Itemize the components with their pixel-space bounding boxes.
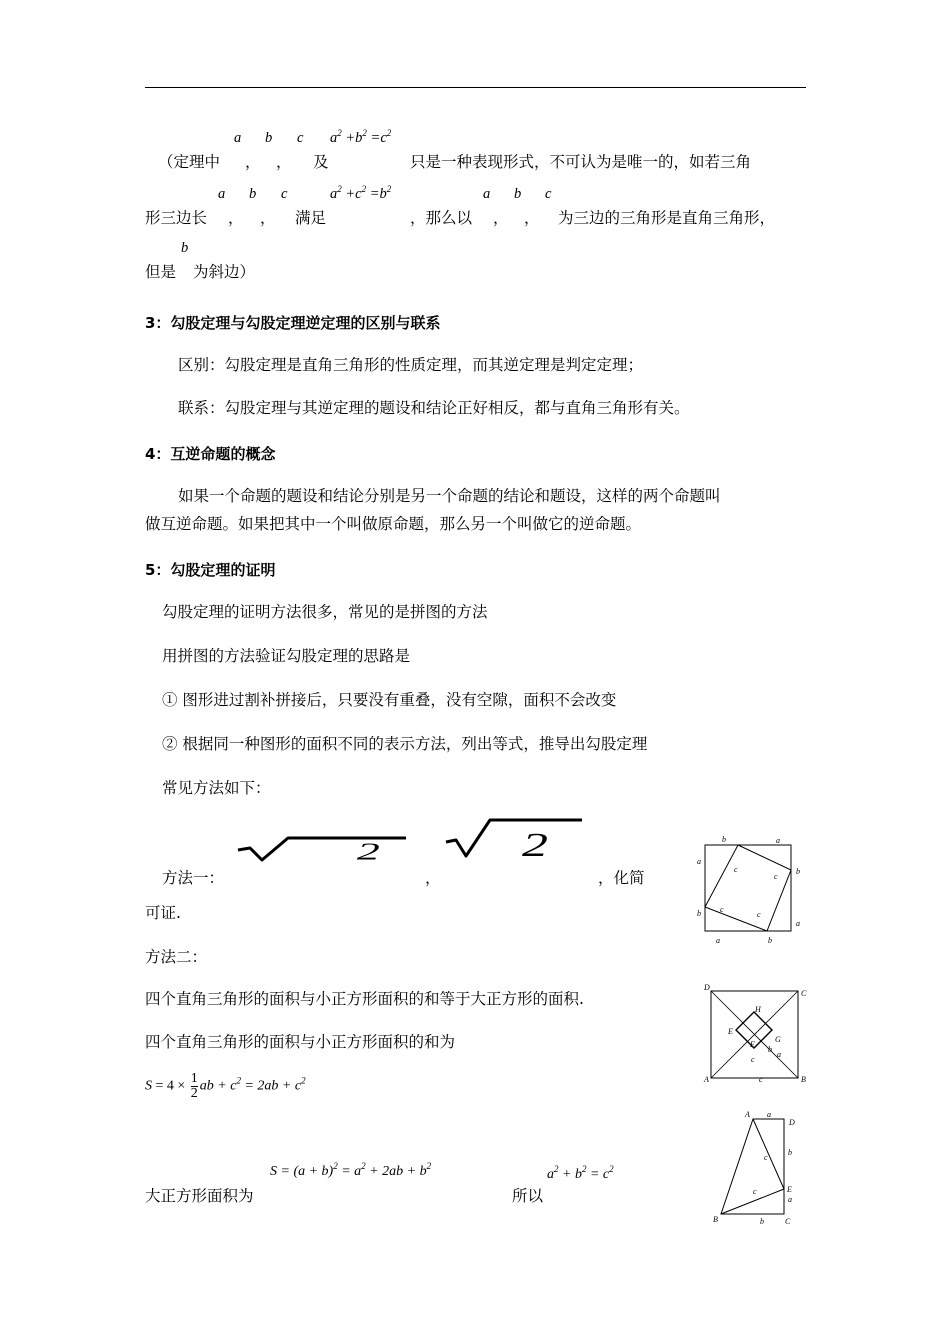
svg-text:C: C <box>785 1217 791 1226</box>
svg-text:c: c <box>753 1187 757 1196</box>
note-line2-sep2: ， <box>260 209 276 227</box>
svg-text:b: b <box>796 867 800 876</box>
formula-big-square: $S = (a + b)^2 = a^2 + 2ab + b^2$ <box>270 1161 432 1179</box>
svg-text:D: D <box>704 983 710 992</box>
math-b-2: b <box>249 186 257 202</box>
svg-text:c: c <box>774 872 778 881</box>
svg-text:F: F <box>750 1040 755 1049</box>
svg-text:a: a <box>788 1195 792 1204</box>
note-line2-sep1: ， <box>228 209 244 227</box>
svg-text:b: b <box>760 1217 764 1226</box>
note-line3-prefix: 但是 <box>145 263 177 281</box>
svg-text:b: b <box>768 1045 772 1054</box>
svg-text:c: c <box>764 1153 768 1162</box>
svg-text:B: B <box>801 1075 806 1084</box>
svg-text:a: a <box>776 836 780 845</box>
figure-3-trapezoid-proof <box>708 1104 812 1228</box>
note-line1-rest: 只是一种表现形式，不可认为是唯一的，如若三角 <box>410 153 752 171</box>
section-3-connection: 联系：勾股定理与其逆定理的题设和结论正好相反，都与直角三角形有关。 <box>178 399 690 417</box>
section-3-difference: 区别：勾股定理是直角三角形的性质定理，而其逆定理是判定定理； <box>178 356 644 374</box>
method-2-paragraph-1: 四个直角三角形的面积与小正方形面积的和等于大正方形的面积. <box>145 990 584 1008</box>
note-line1-sep1: ， <box>245 153 261 171</box>
method-2-label: 方法二： <box>145 948 208 966</box>
section-5-paragraph-3: 常见方法如下： <box>162 779 271 797</box>
formula-small-square: S = 4 × $\frac{1}{2}$ ab + $c^2 = 2ab + c^2$ <box>145 1071 306 1101</box>
svg-text:a: a <box>716 936 720 945</box>
math-c-3: c <box>545 186 552 202</box>
svg-text:a: a <box>777 1050 781 1059</box>
svg-text:C: C <box>801 989 807 998</box>
math-a-2: a <box>218 186 226 202</box>
sqrt-2-large <box>444 816 586 860</box>
svg-text:c: c <box>759 1075 763 1084</box>
section-4-title: 4：互逆命题的概念 <box>145 445 276 463</box>
note-line2-rest: 为三边的三角形是直角三角形， <box>558 209 776 227</box>
note-line2-then: ，那么以 <box>410 209 473 227</box>
svg-text:a: a <box>767 1110 771 1119</box>
math-b-3: b <box>514 186 522 202</box>
svg-text:b: b <box>697 909 701 918</box>
svg-text:b: b <box>768 936 772 945</box>
note-line2-satisfy: 满足 <box>295 209 327 227</box>
svg-text:c: c <box>720 905 724 914</box>
note-line2-sep3: ， <box>493 209 509 227</box>
method-1-tail: ，化简 <box>598 869 645 887</box>
svg-text:a: a <box>697 857 701 866</box>
math-b-4: b <box>181 240 189 256</box>
section-5-paragraph-1: 勾股定理的证明方法很多，常见的是拼图的方法 <box>162 603 488 621</box>
svg-text:b: b <box>788 1148 792 1157</box>
note-line1-and: 及 <box>313 153 329 171</box>
header-rule <box>145 87 806 88</box>
svg-text:D: D <box>789 1118 795 1127</box>
note-line3-rest: 为斜边） <box>193 263 256 281</box>
math-c-2: c <box>281 186 288 202</box>
svg-text:B: B <box>713 1215 718 1224</box>
note-line2-prefix: 形三边长 <box>145 209 208 227</box>
section-5-paragraph-2: 用拼图的方法验证勾股定理的思路是 <box>162 647 411 665</box>
note-line2-sep4: ， <box>524 209 540 227</box>
section-5-title: 5：勾股定理的证明 <box>145 561 276 579</box>
method-1-line2: 可证. <box>145 904 181 922</box>
svg-text:E: E <box>728 1027 733 1036</box>
figure-2-inner-square-proof <box>700 982 812 1086</box>
math-c: c <box>297 130 304 146</box>
math-a: a <box>234 130 242 146</box>
svg-text:G: G <box>775 1035 781 1044</box>
math-b: b <box>265 130 273 146</box>
section-5-item-1: ① 图形进过割补拼接后，只要没有重叠，没有空隙，面积不会改变 <box>162 691 617 709</box>
eq-converse: $a^2 +c^2 =b^2$ <box>330 184 392 202</box>
svg-text:A: A <box>745 1110 750 1119</box>
svg-text:b: b <box>722 835 726 844</box>
section-4-paragraph-line2: 做互逆命题。如果把其中一个叫做原命题，那么另一个叫做它的逆命题。 <box>145 515 642 533</box>
method-2-big-square-label: 大正方形面积为 <box>145 1187 254 1205</box>
note-line1-prefix: （定理中 <box>158 153 221 171</box>
svg-text:c: c <box>734 865 738 874</box>
section-3-title: 3：勾股定理与勾股定理逆定理的区别与联系 <box>145 314 441 332</box>
sqrt-2-small <box>236 832 408 864</box>
figure-1-square-proof <box>694 834 808 946</box>
radicand-large: 2 <box>521 825 549 860</box>
method-2-so: 所以 <box>512 1187 544 1205</box>
math-a-3: a <box>483 186 491 202</box>
svg-text:A: A <box>704 1075 709 1084</box>
svg-text:E: E <box>787 1185 792 1194</box>
svg-text:a: a <box>796 919 800 928</box>
svg-text:c: c <box>757 910 761 919</box>
radicand-small: 2 <box>356 837 380 864</box>
method-1-label: 方法一： <box>162 869 225 887</box>
svg-text:c: c <box>751 1055 755 1064</box>
section-4-paragraph-line1: 如果一个命题的题设和结论分别是另一个命题的结论和题设，这样的两个命题叫 <box>178 487 721 505</box>
method-1-comma: ， <box>425 869 441 887</box>
method-2-paragraph-2: 四个直角三角形的面积与小正方形面积的和为 <box>145 1033 456 1051</box>
note-line1-sep2: ， <box>276 153 292 171</box>
eq-pythag: $a^2 +b^2 =c^2$ <box>330 128 392 146</box>
formula-conclusion: $a^2 + b^2 = c^2$ <box>547 1164 614 1182</box>
section-5-item-2: ② 根据同一种图形的面积不同的表示方法，列出等式，推导出勾股定理 <box>162 735 648 753</box>
svg-text:H: H <box>755 1005 761 1014</box>
